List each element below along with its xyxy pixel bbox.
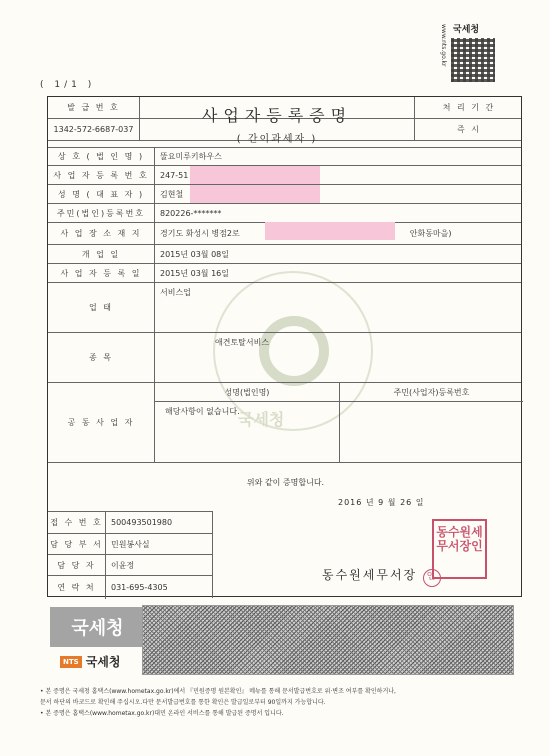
seal-watermark-text: 국세청 — [238, 410, 285, 429]
note-2: 문서 하단의 바코드로 확인해 주십시오.다만 문서발급번호를 통한 확인은 발급일로부터 90일까지 가능합니다. — [40, 699, 326, 706]
period-label: 처 리 기 간 — [442, 103, 496, 112]
item-value: 애견토탈서비스 — [215, 338, 270, 347]
nts-logo-text: 국세청 — [85, 655, 121, 669]
biz-type-label: 업 태 — [48, 283, 155, 332]
biz-reg-no-value: 247-51 — [160, 170, 189, 180]
open-date-label: 개 업 일 — [48, 245, 155, 263]
qr-code-icon — [451, 38, 495, 82]
co-name-header: 성명(법인명) — [155, 383, 340, 401]
footer-notes — [40, 686, 520, 719]
issuer-seal-mark: 인 — [423, 569, 441, 587]
contact-label: 연 락 처 — [48, 576, 106, 599]
redaction-address — [265, 222, 395, 240]
contact-value: 031-695-4305 — [111, 583, 168, 592]
open-date-value: 2015년 03월 08일 — [160, 249, 229, 259]
trade-name-value: 뚤요미루키하우스 — [160, 152, 222, 161]
redaction-name — [190, 185, 320, 203]
redaction-biz-no — [190, 166, 320, 184]
certify-text: 위와 같이 증명합니다. — [246, 478, 325, 487]
issuer-name — [322, 566, 441, 587]
address-label: 사 업 장 소 재 지 — [48, 223, 155, 244]
address-end: 안화동마을) — [409, 229, 452, 238]
item-label: 종 목 — [48, 333, 155, 382]
co-owner-table — [155, 383, 523, 462]
official-stamp: 동수원세무서장인 — [432, 519, 487, 579]
co-id-header: 주민(사업자)등록번호 — [393, 387, 470, 397]
issue-no-label: 발 급 번 호 — [48, 97, 140, 118]
officer-value: 이윤정 — [111, 560, 135, 570]
page-number: ( 1/1 ) — [40, 80, 96, 90]
resident-id-value: 820226-******* — [160, 208, 222, 218]
trade-name-label: 상 호 ( 법 인 명 ) — [48, 148, 155, 165]
representative-value: 김현철 — [160, 189, 184, 199]
issuer-info-table — [48, 511, 213, 598]
footer-bar — [40, 607, 512, 682]
barcode-icon — [142, 605, 514, 675]
nts-logo — [60, 653, 120, 670]
document-title-block — [140, 97, 415, 145]
co-owner-label: 공 동 사 업 자 — [48, 383, 155, 462]
receipt-label: 접 수 번 호 — [48, 512, 106, 533]
officer-label: 담 당 자 — [48, 555, 106, 575]
nts-badge-icon: NTS — [60, 656, 82, 668]
dept-value: 민원봉사실 — [111, 539, 150, 549]
issue-date: 2016 년 9 월 26 일 — [338, 498, 425, 507]
representative-label: 성 명 ( 대 표 자 ) — [48, 185, 155, 203]
reg-date-label: 사 업 자 등 록 일 — [48, 264, 155, 282]
issuer-text: 동수원세무서장 — [322, 568, 418, 582]
period-value: 즉 시 — [457, 125, 481, 134]
nts-logo-gray: 국세청 — [50, 607, 145, 647]
resident-id-label: 주민(법인)등록번호 — [48, 204, 155, 222]
reg-date-value: 2015년 03월 16일 — [160, 268, 229, 278]
biz-reg-no-label: 사 업 자 등 록 번 호 — [48, 166, 155, 184]
co-none-text: 해당사항이 없습니다. — [165, 407, 240, 416]
dept-label: 담 당 부 서 — [48, 534, 106, 554]
address-start: 경기도 화성시 병점2로 — [160, 229, 240, 238]
issue-no-value: 1342-572-6687-037 — [48, 119, 140, 140]
note-3: • 본 증명은 홈택스(www.hometax.go.kr)대민 온라인 서비스를 통해 발급된 증명서 입니다. — [40, 710, 284, 717]
biz-type-value: 서비스업 — [160, 288, 191, 297]
nts-top-badge — [437, 16, 499, 86]
receipt-value: 500493501980 — [111, 518, 173, 527]
note-1: • 본 증명은 국세청 홈택스(www.hometax.go.kr)에서 『민원증명 원본확인』 메뉴를 통해 문서발급번호로 위·변조 여부를 확인하거나, — [40, 688, 396, 695]
document-title: 사업자등록증명 — [201, 106, 353, 125]
document-subtitle: ( 간이과세자 ) — [236, 134, 318, 145]
nts-top-logo: 국세청 — [453, 25, 480, 35]
nts-url-text: www.nts.go.kr — [440, 24, 447, 67]
